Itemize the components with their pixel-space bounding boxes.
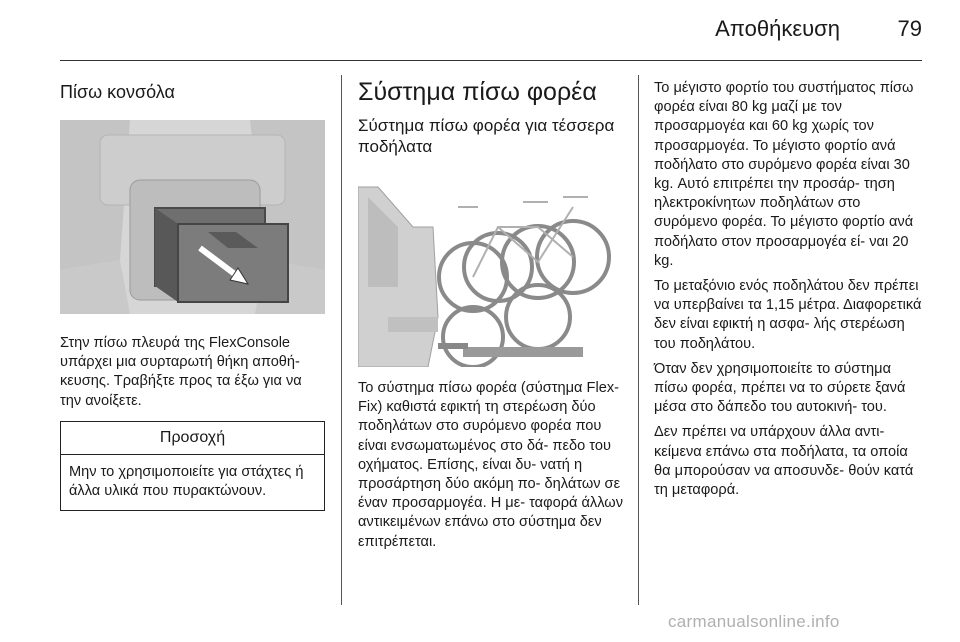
- rear-console-illustration: [60, 120, 325, 314]
- section-heading: Πίσω κονσόλα: [60, 82, 175, 102]
- caution-box: [60, 421, 325, 511]
- max-load-text: Το μέγιστο φορτίο του συστήματος πίσω φορέα είναι 80 kg μαζί με τον προσαρμογέα και 60 kg χωρίς τον προσαρμογέα. Το μέγιστο φορτίο ανά ποδήλατο στο συρόμενο φορέα είναι 30 kg. Αυτό επιτρέπει την προσάρ- τηση ηλεκτροκίνητων ποδηλάτων στο συρόμενο φορέα. Το μέγιστο φορτίο ανά ποδήλατο στον προσαρμογέα εί- ναι 20 kg.: [654, 80, 914, 269]
- subsection-heading: Σύστημα πίσω φορέα για τέσσερα ποδήλατα: [358, 116, 615, 156]
- column-divider: [638, 75, 639, 605]
- wheelbase-text: Το μεταξόνιο ενός ποδηλάτου δεν πρέπει να υπερβαίνει τα 1,15 μέτρα. Διαφορετικά δεν είναι εφικτή η ασφα- λής στερέωση του ποδηλάτου.: [654, 278, 922, 352]
- header-rule: [60, 60, 922, 61]
- watermark: carmanualsonline.info: [668, 612, 840, 631]
- page-header: [0, 0, 960, 62]
- rear-console-text: Στην πίσω πλευρά της FlexConsole υπάρχει μια συρταρωτή θήκη αποθή- κευσης. Τραβήξτε προς τα έξω για να την ανοίξετε.: [60, 335, 302, 409]
- caution-title: Προσοχή: [61, 422, 324, 455]
- column-rear-console: [60, 72, 325, 511]
- carrier-text: Το σύστημα πίσω φορέα (σύστημα Flex-Fix) καθιστά εφικτή τη στερέωση δύο ποδηλάτων στο συρόμενο φορέα που είναι ενσωματωμένος στο δά- πεδο του οχήματος. Επίσης, είναι δυ- νατή η προσάρτηση δύο ακόμη πο- δηλάτων σε έναν προσαρμογέα. Η με- ταφορά άλλων αντικειμένων επάνω στο σύστημα δεν επιτρέπεται.: [358, 380, 623, 550]
- stow-text: Όταν δεν χρησιμοποιείτε το σύστημα πίσω φορέα, πρέπει να το σύρετε ξανά μέσα στο δάπεδο του αυτοκινή- του.: [654, 360, 906, 416]
- section-heading: Σύστημα πίσω φορέα: [358, 78, 597, 106]
- column-divider: [341, 75, 342, 605]
- column-rear-carrier: [358, 72, 623, 552]
- caution-text: Μην το χρησιμοποιείτε για στάχτες ή άλλα υλικά που πυρακτώνουν.: [69, 463, 304, 500]
- page-number: 79: [897, 16, 922, 41]
- no-objects-text: Δεν πρέπει να υπάρχουν άλλα αντι- κείμενα επάνω στα ποδήλατα, τα οποία θα μπορούσαν να αποσυνδε- θούν κατά τη μεταφορά.: [654, 424, 914, 499]
- column-carrier-details: [654, 72, 924, 500]
- page-title: Αποθήκευση: [715, 16, 840, 41]
- bike-carrier-illustration: [358, 167, 623, 367]
